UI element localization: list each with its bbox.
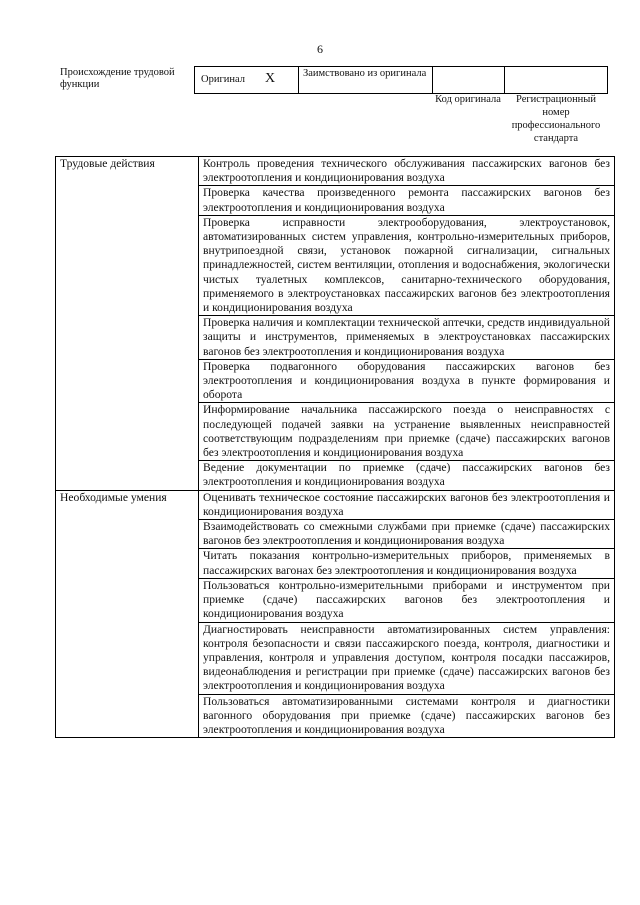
function-table	[55, 156, 615, 738]
labor-actions-item: Проверка качества произведенного ремонта пассажирских вагонов без электроотопления и кондиционирования воздуха	[199, 186, 615, 215]
labor-actions-item: Проверка наличия и комплектации технической аптечки, средств индивидуальной защиты и инструментов, применяемых в электроустановках пассажирских вагонов без электроотопления и кондиционирования воздуха	[199, 316, 615, 360]
required-skills-item: Пользоваться контрольно-измерительными приборами и инструментом при приемке (сдаче) пассажирских вагонов без электроотопления и кондиционирования воздуха	[199, 578, 615, 622]
labor-actions-item: Проверка исправности электрооборудования, электроустановок, автоматизированных систем управления, контрольно-измерительных приборов, внутрипоездной связи, установок пожарной сигнализации, сигнальных принадлежностей, систем вентиляции, отопления и водоснабжения, экологически чистых туалетных комплексов, санитарно-технического оборудования, применяемого в электроустановках пассажирских вагонов без электроотопления и кондиционирования воздуха	[199, 215, 615, 315]
table-row	[56, 157, 615, 186]
code-cell	[433, 67, 505, 93]
registration-caption: Регистрационный номер профессионального стандарта	[511, 94, 601, 144]
required-skills-label: Необходимые умения	[56, 490, 199, 737]
labor-actions-item: Контроль проведения технического обслуживания пассажирских вагонов без электроотопления и кондиционирования воздуха	[199, 157, 615, 186]
labor-actions-item: Информирование начальника пассажирского поезда о неисправностях с последующей подачей заявки на устранение выявленных неисправностей соответствующим подразделениям при приемке (сдаче) пассажирских вагонов без электроотопления и кондиционирования воздуха	[199, 403, 615, 461]
original-cell	[195, 67, 299, 93]
original-label: Оригинал	[201, 74, 245, 85]
labor-actions-item: Ведение документации по приемке (сдаче) пассажирских вагонов без электроотопления и кондиционирования воздуха	[199, 461, 615, 490]
origin-table	[194, 66, 608, 94]
required-skills-item: Пользоваться автоматизированными системами контроля и диагностики вагонного оборудования при приемке (сдаче) пассажирских вагонов без электроотопления и кондиционирования воздуха	[199, 694, 615, 738]
required-skills-item: Оценивать техническое состояние пассажирских вагонов без электроотопления и кондиционирования воздуха	[199, 490, 615, 519]
origin-label: Происхождение трудовой функции	[60, 67, 175, 90]
registration-cell	[505, 67, 607, 93]
required-skills-item: Читать показания контрольно-измерительных приборов, применяемых в пассажирских вагонах без электроотопления и кондиционирования воздуха	[199, 549, 615, 578]
required-skills-item: Взаимодействовать со смежными службами при приемке (сдаче) пассажирских вагонов без электроотопления и кондиционирования воздуха	[199, 520, 615, 549]
labor-actions-label: Трудовые действия	[56, 157, 199, 491]
code-caption: Код оригинала	[435, 94, 501, 105]
original-mark: X	[265, 71, 276, 86]
borrowed-label: Заимствовано из оригинала	[299, 67, 433, 93]
labor-actions-item: Проверка подвагонного оборудования пассажирских вагонов без электроотопления и кондиционирования воздуха в пункте формирования и оборота	[199, 359, 615, 403]
required-skills-item: Диагностировать неисправности автоматизированных систем управления: контроля безопасности и связи пассажирского поезда, контроля, диагностики и управления, контроля и управления доступом, контроля посадки пассажиров, видеонаблюдения и регистрации при приемке (сдаче) пассажирских вагонов без электроотопления и кондиционирования воздуха	[199, 622, 615, 694]
page-number: 6	[317, 42, 323, 56]
table-row	[56, 490, 615, 519]
